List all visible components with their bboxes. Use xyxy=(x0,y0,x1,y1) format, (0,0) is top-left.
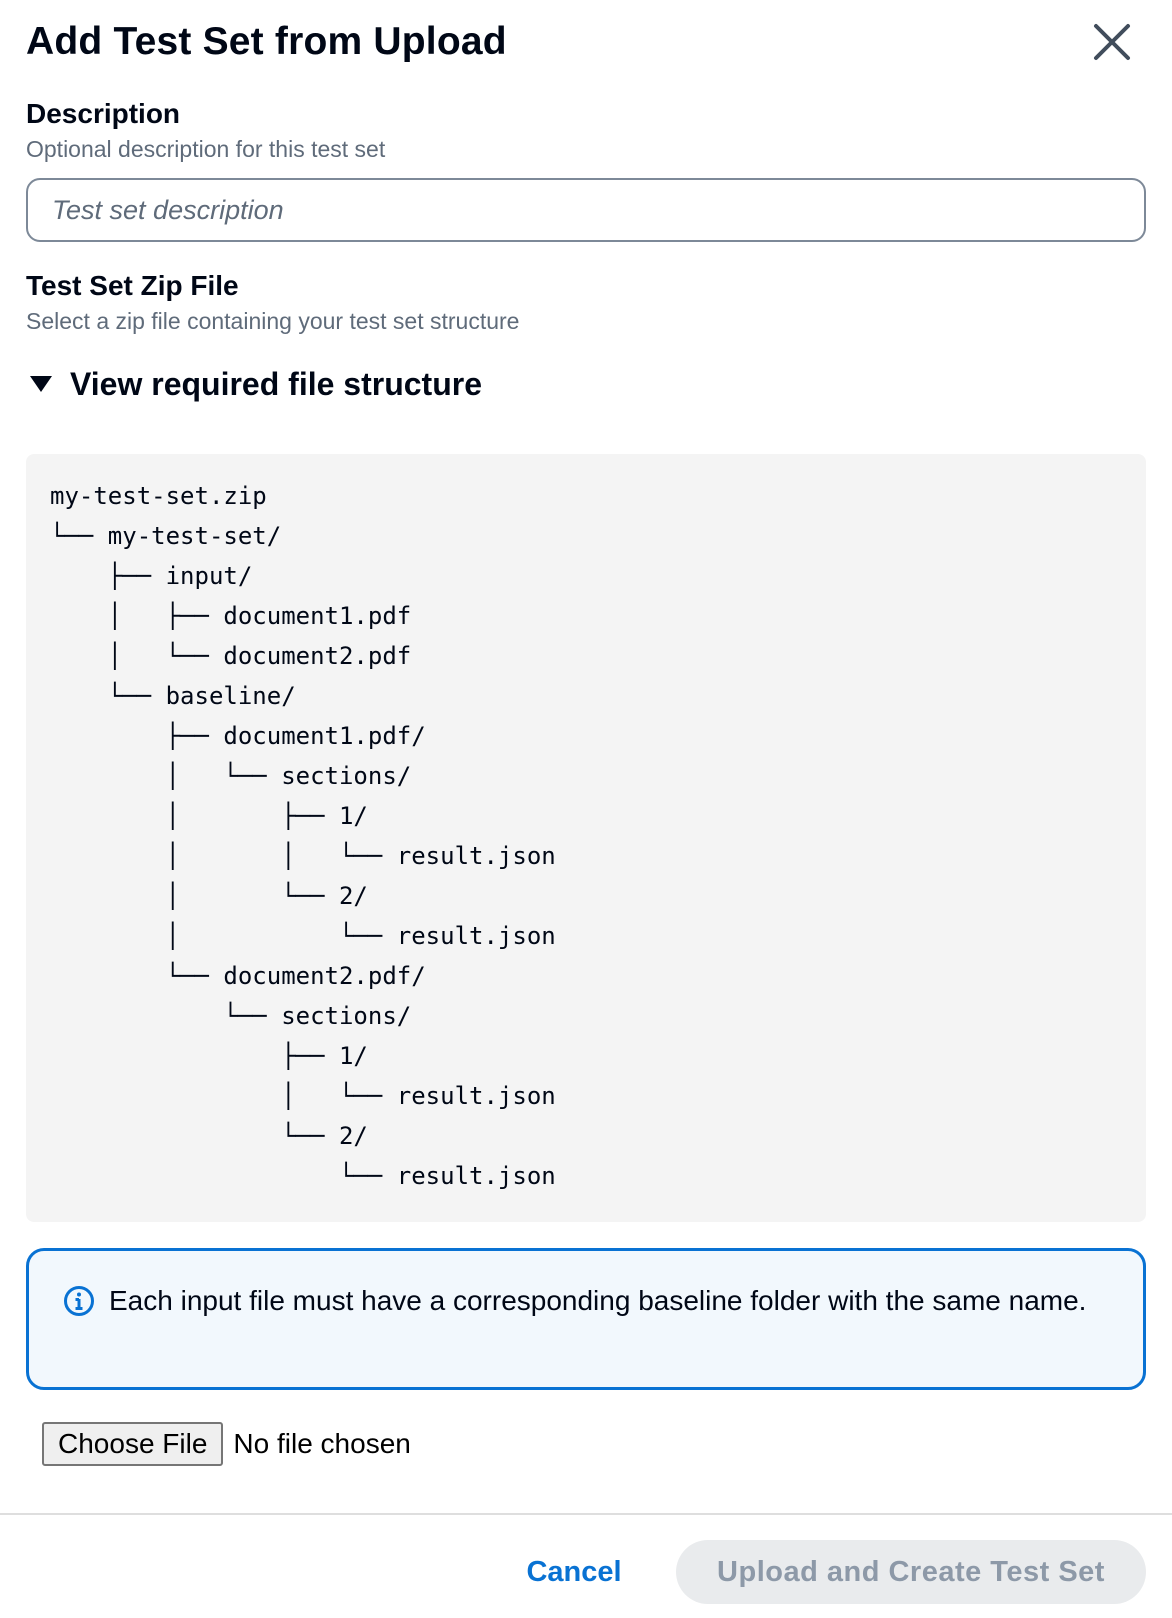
file-structure-line: ├── input/ xyxy=(50,562,253,590)
zip-file-help-text: Select a zip file containing your test set structure xyxy=(26,308,520,334)
description-help-text: Optional description for this test set xyxy=(26,136,386,162)
description-label: Description xyxy=(26,98,181,129)
file-structure-line: │ ├── document1.pdf xyxy=(50,602,412,630)
file-structure-code-block xyxy=(26,454,1146,1222)
description-input[interactable] xyxy=(26,178,1146,242)
expander-label: View required file structure xyxy=(70,365,482,402)
info-alert-text: Each input file must have a corresponding baseline folder with the same name. xyxy=(109,1285,1087,1316)
choose-file-button[interactable]: Choose File xyxy=(42,1422,223,1466)
caret-down-icon xyxy=(30,376,52,392)
dialog-title: Add Test Set from Upload xyxy=(26,20,507,63)
file-input xyxy=(42,1422,411,1466)
info-icon xyxy=(63,1285,95,1317)
file-structure-line: └── 2/ xyxy=(50,1122,368,1150)
info-alert xyxy=(26,1248,1146,1390)
file-structure-line: └── result.json xyxy=(50,1162,556,1190)
cancel-button[interactable]: Cancel xyxy=(526,1556,622,1588)
footer-divider xyxy=(0,1513,1172,1515)
file-structure-line: │ ├── 1/ xyxy=(50,802,368,830)
file-structure-line: └── my-test-set/ xyxy=(50,522,282,550)
file-structure-line: └── baseline/ xyxy=(50,682,296,710)
file-status-text: No file chosen xyxy=(233,1428,411,1459)
file-structure-line: │ └── result.json xyxy=(50,922,556,950)
dialog-header xyxy=(26,14,1146,70)
close-icon xyxy=(1090,20,1134,64)
file-structure-line: └── document2.pdf/ xyxy=(50,962,426,990)
file-structure-line: │ │ └── result.json xyxy=(50,842,556,870)
file-structure-line: │ └── document2.pdf xyxy=(50,642,412,670)
file-structure-line: └── sections/ xyxy=(50,1002,412,1030)
file-structure-line: my-test-set.zip xyxy=(50,482,267,510)
file-structure-line: ├── 1/ xyxy=(50,1042,368,1070)
zip-file-label: Test Set Zip File xyxy=(26,270,239,301)
file-structure-expander[interactable] xyxy=(26,362,482,406)
close-button[interactable] xyxy=(1090,20,1134,64)
upload-and-create-button[interactable]: Upload and Create Test Set xyxy=(676,1540,1146,1604)
file-structure-line: │ └── sections/ xyxy=(50,762,412,790)
file-structure-line: ├── document1.pdf/ xyxy=(50,722,426,750)
file-structure-line: │ └── result.json xyxy=(50,1082,556,1110)
file-structure-line: │ └── 2/ xyxy=(50,882,368,910)
